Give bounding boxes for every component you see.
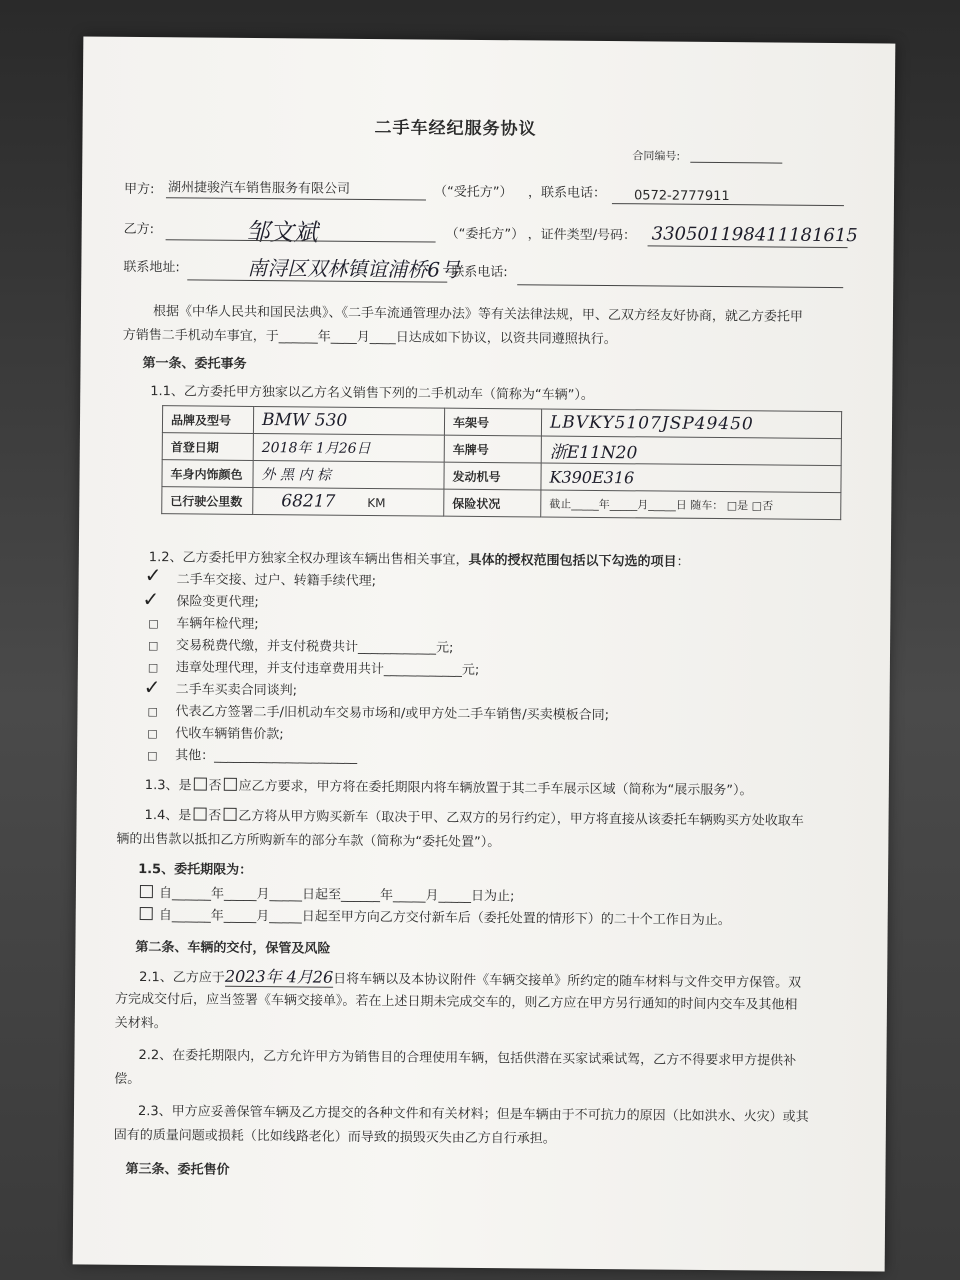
clause-2-3: 2.3、甲方应妥善保管车辆及乙方提交的各种文件和有关材料；但是车辆由于不可抗力的原因（比如洪水、火灾）或其 <box>137 1103 809 1125</box>
handover-date: 2023年 4月26 <box>224 966 334 987</box>
clause-1-2: 1.2、乙方委托甲方独家全权办理该车辆出售相关事宜，具体的授权范围包括以下勾选的项目： <box>148 550 690 570</box>
checkbox-icon: □ <box>726 499 738 513</box>
address-label: 联系地址: <box>123 259 180 276</box>
auth-item-2: 保险变更代理; <box>176 594 259 611</box>
auth-item-4: 交易税费代缴，并支付税费共计____________元; <box>175 638 454 656</box>
checkbox-icon: □ <box>147 749 158 763</box>
party-b-role: （“委托方”） <box>445 226 525 243</box>
contract-page <box>73 36 896 1271</box>
party-a-phone: 0572-2777911 <box>633 188 730 205</box>
engine-label: 发动机号 <box>444 462 541 490</box>
mileage-value: 68217 <box>281 491 336 512</box>
handwritten-check-icon: ✓ <box>142 587 160 612</box>
mileage-label: 已行驶公里数 <box>162 487 253 515</box>
auth-item-7: 代表乙方签署二手/旧机动车交易市场和/或甲方处二手车销售/买卖模板合同; <box>175 704 610 724</box>
engine-value: K390E316 <box>541 463 841 493</box>
table-row <box>162 487 841 520</box>
party-a-label: 甲方: <box>123 181 155 198</box>
auth-item-6: 二手车买卖合同谈判; <box>175 682 298 699</box>
checkbox-icon <box>223 808 236 821</box>
party-a-role: （“受托方”） <box>433 184 513 201</box>
handwritten-check-icon: ✓ <box>144 563 162 588</box>
clause-2-1-end: 关材料。 <box>114 1015 167 1032</box>
contract-no-label: 合同编号: <box>632 149 681 163</box>
checkbox-icon: □ <box>147 661 159 675</box>
document-title: 二手车经纪服务协议 <box>374 118 537 140</box>
clause-2-2-cont: 偿。 <box>114 1071 141 1088</box>
checkbox-icon <box>140 907 153 920</box>
term-option-1: 自______年_____月_____日起至______年_____月_____日为止; <box>138 885 515 906</box>
insurance-yes: 是 <box>737 499 749 513</box>
insurance-label: 保险状况 <box>444 489 541 517</box>
intro-line-1: 根据《中华人民共和国民法典》、《二手车流通管理办法》等有关法律法规，甲、乙双方经友好协商，就乙方委托甲 <box>152 304 804 325</box>
plate-label: 车牌号 <box>444 435 541 463</box>
clause-1-1: 1.1、乙方委托甲方独家以乙方名义销售下列的二手机动车（简称为“车辆”）。 <box>150 384 594 403</box>
intro-line-2: 方销售二手机动车事宜，于______年____月____日达成如下协议，以资共同遵照执行。 <box>122 327 617 348</box>
phone-label-2: 联系电话: <box>451 264 508 281</box>
checkbox-icon: □ <box>751 499 763 513</box>
party-b-name: 邹文斌 <box>245 217 318 247</box>
checkbox-icon <box>140 885 153 898</box>
checkbox-icon <box>193 807 206 820</box>
clause-1-5: 1.5、委托期限为： <box>138 861 253 878</box>
insurance-value: 截止_____年_____月_____日 随车： <box>549 497 724 513</box>
clause-1-4-cont: 辆的出售款以抵扣乙方所购新车的部分车款（简称为“委托处置”）。 <box>116 831 501 851</box>
section-3-title: 第三条、委托售价 <box>125 1161 230 1178</box>
clause-2-1: 2.1、乙方应于2023年 4月26日将车辆以及本协议附件《车辆交接单》所约定的随车材料与文件交甲方保管。双 <box>139 966 802 991</box>
section-1-title: 第一条、委托事务 <box>142 356 247 372</box>
clause-2-2: 2.2、在委托期限内，乙方允许甲方为销售目的合理使用车辆，包括供潜在买家试乘试驾，乙方不得要求甲方提供补 <box>138 1048 797 1069</box>
clause-2-3-cont: 固有的质量问题或损耗（比如线路老化）而导致的损毁灭失由乙方自行承担。 <box>113 1127 556 1147</box>
auth-item-1: 二手车交接、过户、转籍手续代理; <box>176 572 377 590</box>
party-b-address: 南浔区双林镇谊浦桥6号 <box>247 255 461 282</box>
auth-item-5: 违章处理代理，并支付违章费用共计____________元; <box>175 660 480 678</box>
plate-value: 浙E11N20 <box>541 436 841 466</box>
reg-date-value: 2018年 1月26日 <box>253 433 444 462</box>
vehicle-table <box>161 405 842 520</box>
brand-value: BMW 530 <box>253 406 444 435</box>
contract-no-line <box>690 162 782 164</box>
reg-date-label: 首登日期 <box>162 433 253 461</box>
auth-item-8: 代收车辆销售价款; <box>175 726 284 743</box>
color-label: 车身内饰颜色 <box>162 460 253 488</box>
section-2-title: 第二条、车辆的交付，保管及风险 <box>135 939 331 957</box>
auth-item-3: 车辆年检代理; <box>176 616 259 633</box>
party-b-label: 乙方: <box>123 221 155 238</box>
clause-1-3: 1.3、是 否 应乙方要求，甲方将在委托期限内将车辆放置于其二手车展示区域（简称为“展示服务”）。 <box>144 778 753 799</box>
party-b-id: 330501198411181615 <box>651 223 858 247</box>
checkbox-icon: □ <box>147 705 158 719</box>
vin-label: 车架号 <box>444 408 541 436</box>
vin-value: LBVKY5107JSP49450 <box>541 409 841 439</box>
brand-label: 品牌及型号 <box>162 406 253 434</box>
clause-2-1-cont: 方完成交付后，应当签署《车辆交接单》。若在上述日期未完成交车的，则乙方应在甲方另行通知的时间内交车及其他相 <box>114 991 798 1013</box>
checkbox-icon <box>224 778 237 791</box>
clause-1-4: 1.4、是 否 乙方将从甲方购买新车（取决于甲、乙双方的另行约定），甲方将直接从该委托车辆购买方处收取车 <box>144 808 804 829</box>
checkbox-icon: □ <box>148 617 159 631</box>
color-value: 外 黑 内 棕 <box>253 460 444 489</box>
party-a-name: 湖州捷骏汽车销售服务有限公司 <box>167 180 351 197</box>
checkbox-icon: □ <box>147 727 158 741</box>
id-label: ，证件类型/号码： <box>527 227 637 244</box>
checkbox-icon <box>193 777 206 790</box>
checkbox-icon: □ <box>148 639 159 653</box>
auth-item-9: 其他：______________________ <box>175 748 358 765</box>
mileage-unit: KM <box>367 495 386 511</box>
term-option-2: 自______年_____月_____日起至甲方向乙方交付新车后（委托处置的情形下）的二十个工作日为止。 <box>138 907 731 930</box>
handwritten-check-icon: ✓ <box>143 675 161 700</box>
phone-label: ，联系电话： <box>527 185 607 202</box>
insurance-no: 否 <box>762 499 774 513</box>
